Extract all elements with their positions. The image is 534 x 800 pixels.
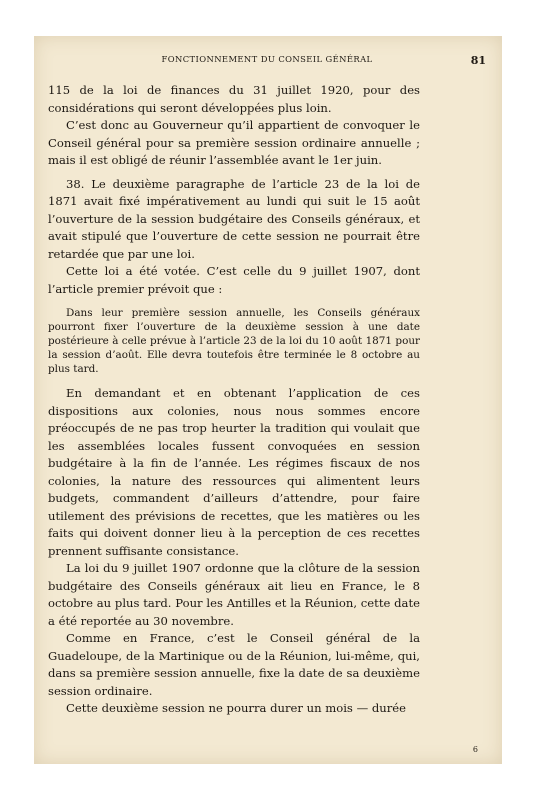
paragraph: 38. Le deuxième paragraphe de l’article 23 de la loi de 1871 avait fixé impérativement au lundi qui suit le 15 août l’ouverture de la session budgétaire des Conseils généraux, et avait stipulé que l’ouverture de cette session ne pourrait être retardée que par une loi.: [48, 176, 420, 261]
running-head: FONCTIONNEMENT DU CONSEIL GÉNÉRAL: [161, 54, 373, 64]
paragraph: C’est donc au Gouverneur qu’il appartient de convoquer le Conseil général pour sa première session ordinaire annuelle ; mais il est obligé de réunir l’assemblée avant le 1er juin.: [48, 118, 420, 167]
body-text: [48, 82, 420, 718]
block-quote: Dans leur première session annuelle, les Conseils généraux pourront fixer l’ouverture de la deuxième session à une date postérieure à celle prévue à l’article 23 de la loi du 10 août 1871 pour la session d’août. Elle devra toutefois être terminée le 8 octobre au plus tard.: [48, 307, 420, 375]
page-number: 81: [470, 54, 486, 67]
paragraph: La loi du 9 juillet 1907 ordonne que la clôture de la session budgétaire des Conseils généraux ait lieu en France, le 8 octobre au plus tard. Pour les Antilles et la Réunion, cette date a été reportée au 30 novembre.: [48, 561, 420, 628]
paragraph: Cette deuxième session ne pourra durer un mois — durée: [66, 701, 406, 715]
paragraph: Cette loi a été votée. C’est celle du 9 juillet 1907, dont l’article premier prévoit que :: [48, 264, 420, 296]
paragraph: Comme en France, c’est le Conseil général de la Guadeloupe, de la Martinique ou de la Réunion, lui-même, qui, dans sa première session annuelle, fixe la date de sa deuxième session ordinaire.: [48, 631, 420, 698]
signature-mark: 6: [472, 745, 478, 754]
paragraph: 115 de la loi de finances du 31 juillet 1920, pour des considérations qui seront développées plus loin.: [48, 83, 420, 115]
paragraph: En demandant et en obtenant l’application de ces dispositions aux colonies, nous nous sommes encore préoccupés de ne pas trop heurter la tradition qui voulait que les assemblées locales fussent convoquées en session budgétaire à la fin de l’année. Les régimes fiscaux de nos colonies, la nature des ressources qui alimentent leurs budgets, commandent d’ailleurs d’attendre, pour faire utilement des prévisions de recettes, que les matières ou les faits qui doivent donner lieu à la perception de ces recettes prennent suffisante consistance.: [48, 386, 420, 558]
page-header: [48, 54, 486, 70]
